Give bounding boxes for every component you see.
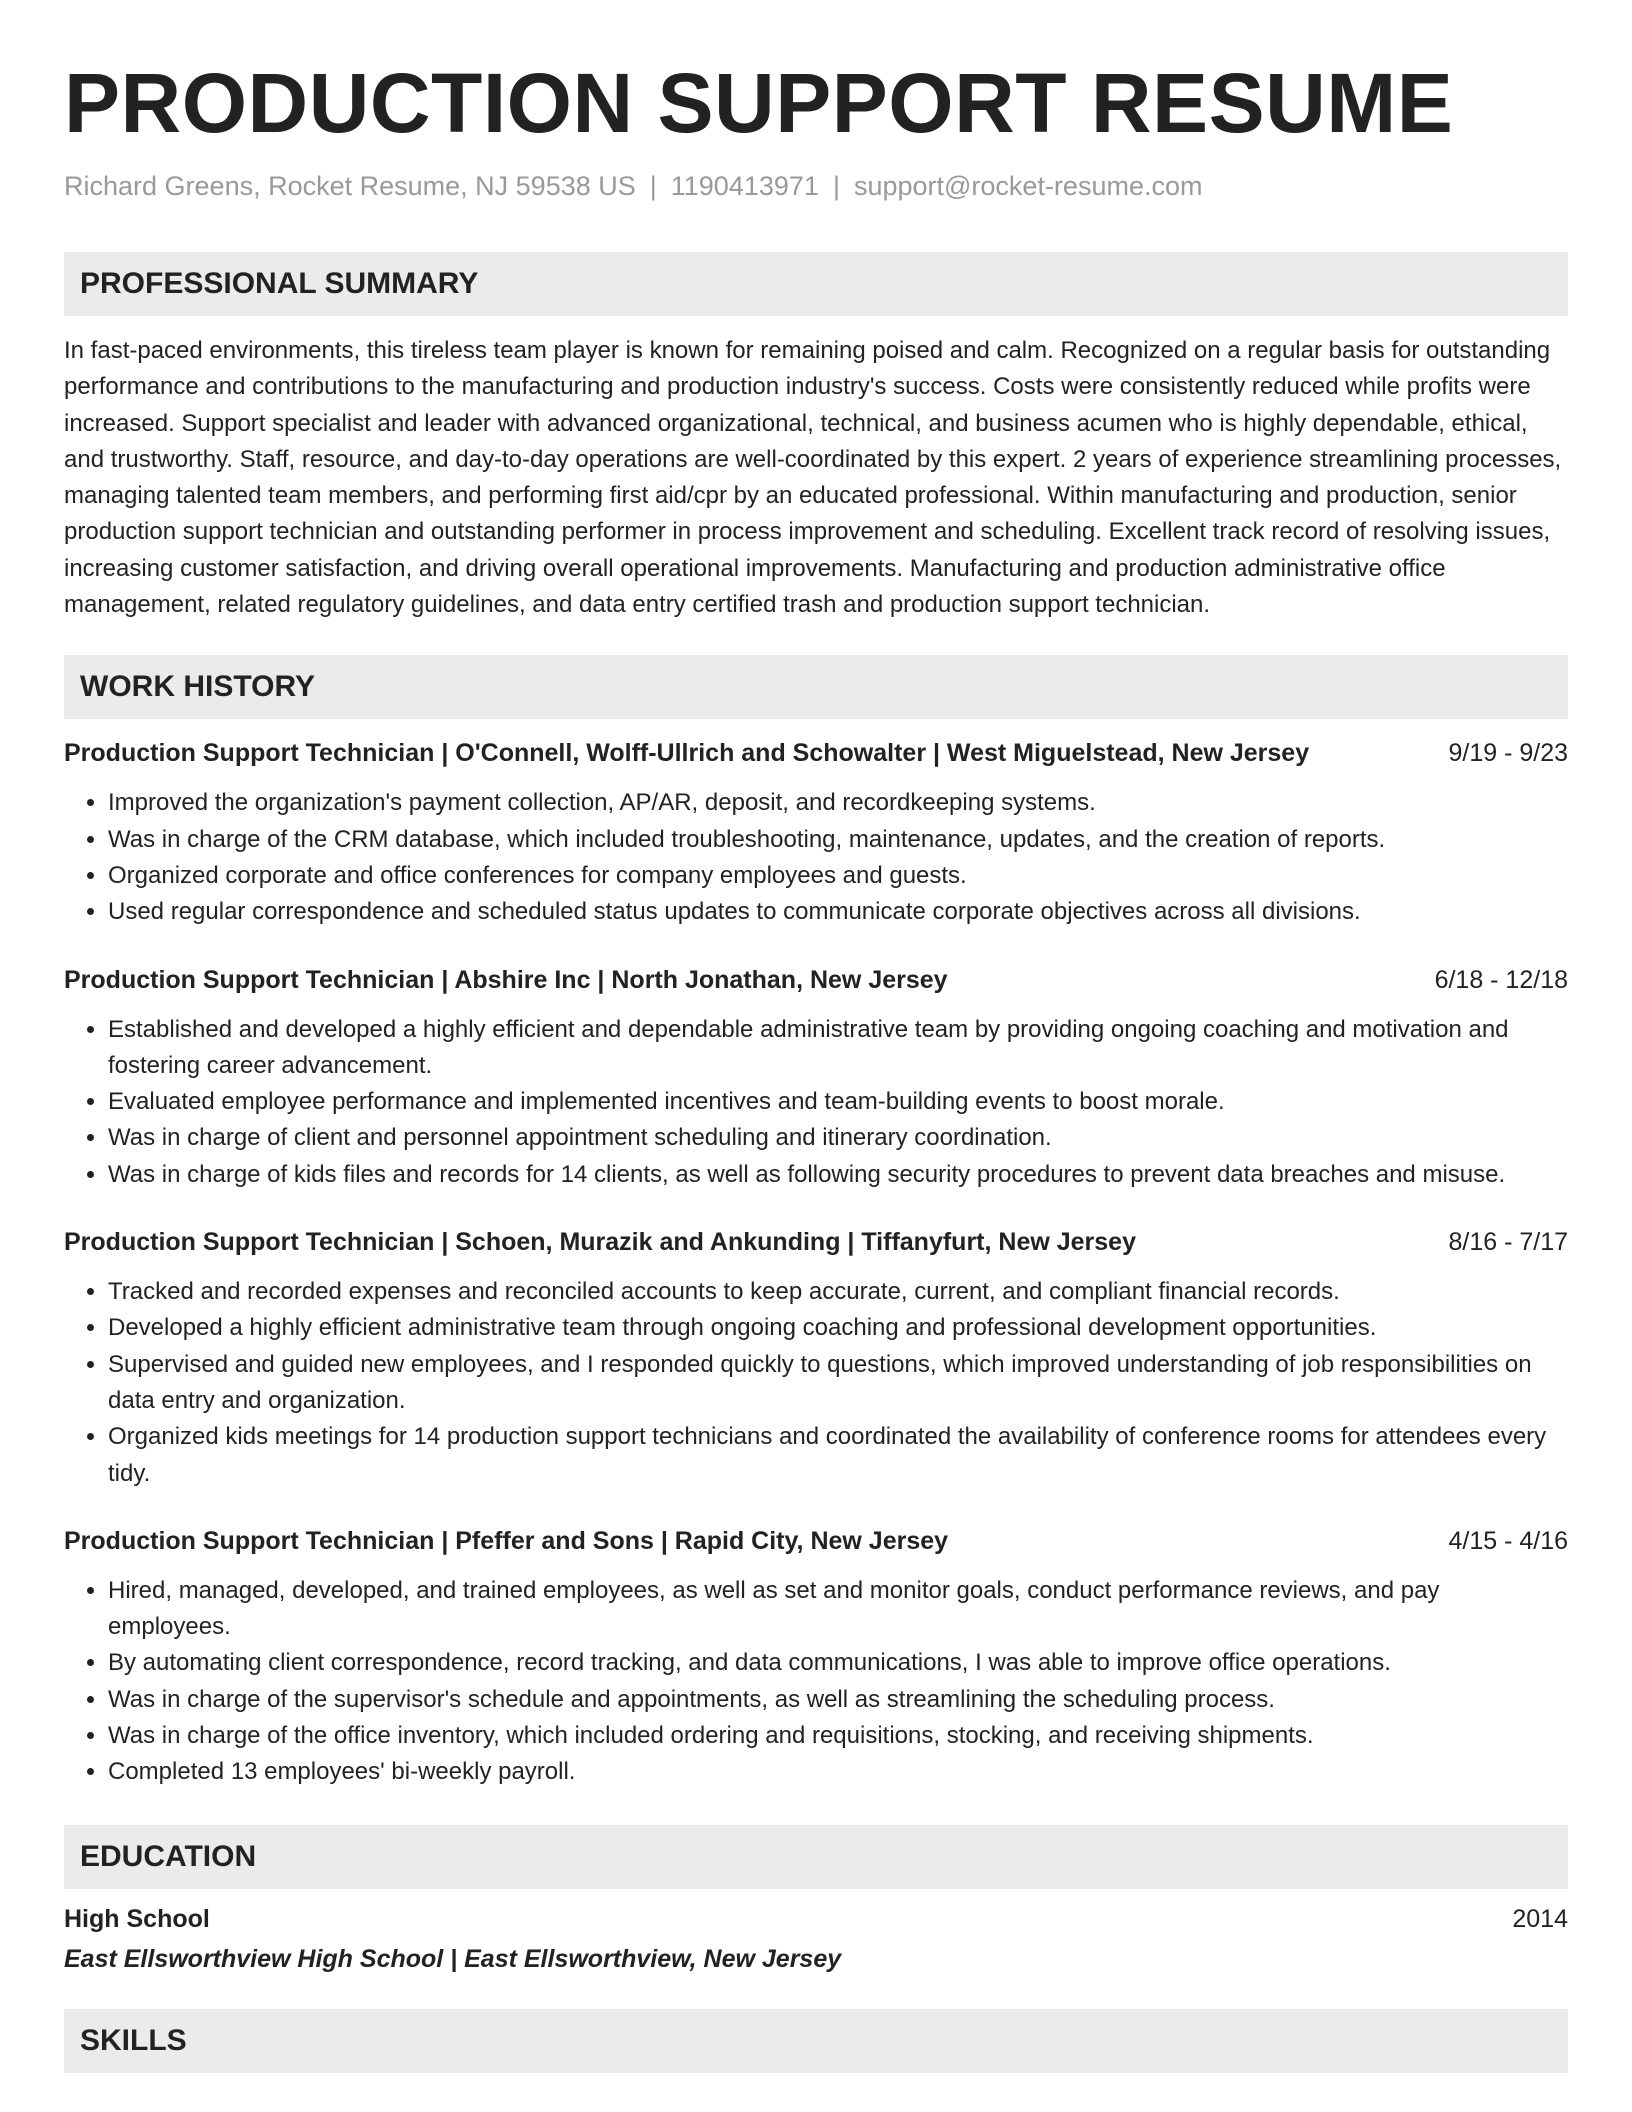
- job-entry: [64, 964, 1568, 1193]
- job-header: [64, 1525, 1568, 1557]
- job-bullet: • Used regular correspondence and scheduled status updates to communicate corporate objectives across all divisions.: [108, 894, 1568, 930]
- section-heading-education: EDUCATION: [64, 1825, 1568, 1889]
- education-degree: High School: [64, 1904, 210, 1933]
- job-heading: Production Support Technician | Pfeffer and Sons | Rapid City, New Jersey: [64, 1526, 949, 1555]
- job-bullet: • By automating client correspondence, record tracking, and data communications, I was able to improve office operations.: [108, 1645, 1568, 1681]
- job-bullet: • Was in charge of the supervisor's schedule and appointments, as well as streamlining the scheduling process.: [108, 1682, 1568, 1718]
- job-bullets: [64, 1573, 1568, 1791]
- job-bullets: [64, 1012, 1568, 1193]
- job-bullet: • Was in charge of the office inventory, which included ordering and requisitions, stocking, and receiving shipments.: [108, 1718, 1568, 1754]
- job-dates: 8/16 - 7/17: [1448, 1228, 1568, 1257]
- job-dates: 4/15 - 4/16: [1448, 1526, 1568, 1555]
- job-bullet: • Improved the organization's payment collection, AP/AR, deposit, and recordkeeping systems.: [108, 785, 1568, 821]
- job-heading: Production Support Technician | Schoen, Murazik and Ankunding | Tiffanyfurt, New Jersey: [64, 1228, 1136, 1257]
- job-header: [64, 964, 1568, 996]
- section-heading-summary: PROFESSIONAL SUMMARY: [64, 252, 1568, 316]
- job-bullet: • Developed a highly efficient administrative team through ongoing coaching and professional development opportunities.: [108, 1310, 1568, 1346]
- resume-title: PRODUCTION SUPPORT RESUME: [64, 56, 1454, 150]
- resume-page: [64, 0, 1568, 2073]
- section-heading-work-history: WORK HISTORY: [64, 655, 1568, 719]
- job-dates: 9/19 - 9/23: [1448, 739, 1568, 768]
- job-bullet: • Was in charge of kids files and records for 14 clients, as well as following security procedures to prevent data breaches and misuse.: [108, 1157, 1568, 1193]
- job-bullet: • Tracked and recorded expenses and reconciled accounts to keep accurate, current, and compliant financial records.: [108, 1274, 1568, 1310]
- contact-address: Richard Greens, Rocket Resume, NJ 59538 US: [64, 171, 636, 201]
- job-bullet: • Organized corporate and office conferences for company employees and guests.: [108, 858, 1568, 894]
- contact-line: [64, 170, 1568, 202]
- contact-phone: 1190413971: [670, 171, 819, 201]
- job-entry: [64, 737, 1568, 930]
- job-heading: Production Support Technician | Abshire Inc | North Jonathan, New Jersey: [64, 965, 948, 994]
- job-bullet: • Was in charge of client and personnel appointment scheduling and itinerary coordination.: [108, 1120, 1568, 1156]
- job-bullets: [64, 1274, 1568, 1492]
- job-heading: Production Support Technician | O'Connell, Wolff-Ullrich and Schowalter | West Miguelstead, New Jersey: [64, 739, 1310, 768]
- job-entry: [64, 1525, 1568, 1791]
- job-dates: 6/18 - 12/18: [1434, 965, 1568, 994]
- job-bullet: • Evaluated employee performance and implemented incentives and team-building events to boost morale.: [108, 1084, 1568, 1120]
- education-row: [64, 1903, 1568, 1935]
- section-heading-skills: SKILLS: [64, 2009, 1568, 2073]
- job-bullets: [64, 785, 1568, 930]
- job-bullet: • Was in charge of the CRM database, which included troubleshooting, maintenance, updates, and the creation of reports.: [108, 822, 1568, 858]
- job-bullet: • Established and developed a highly efficient and dependable administrative team by providing ongoing coaching and motivation and fostering career advancement.: [108, 1012, 1568, 1085]
- summary-text: In fast-paced environments, this tireless team player is known for remaining poised and calm. Recognized on a regular basis for outstanding performance and contributions to the manufacturing and production industry's success. Costs were consistently reduced while profits were increased. Support specialist and leader with advanced organizational, technical, and business acumen who is highly dependable, ethical, and trustworthy. Staff, resource, and day-to-day operations are well-coordinated by this expert. 2 years of experience streamlining processes, managing talented team members, and performing first aid/cpr by an educated professional. Within manufacturing and production, senior production support technician and outstanding performer in process improvement and scheduling. Excellent track record of resolving issues, increasing customer satisfaction, and driving overall operational improvements. Manufacturing and production administrative office management, related regulatory guidelines, and data entry certified trash and production support technician.: [64, 337, 1562, 619]
- education-school: East Ellsworthview High School | East Ellsworthview, New Jersey: [64, 1944, 842, 1973]
- job-header: [64, 737, 1568, 769]
- contact-separator: |: [649, 171, 657, 201]
- contact-email: support@rocket-resume.com: [853, 171, 1203, 201]
- job-entry: [64, 1226, 1568, 1492]
- job-header: [64, 1226, 1568, 1258]
- job-bullet: • Supervised and guided new employees, and I responded quickly to questions, which improved understanding of job responsibilities on data entry and organization.: [108, 1347, 1568, 1420]
- job-bullet: • Completed 13 employees' bi-weekly payroll.: [108, 1754, 1568, 1790]
- job-bullet: • Organized kids meetings for 14 production support technicians and coordinated the availability of conference rooms for attendees every tidy.: [108, 1419, 1568, 1492]
- job-bullet: • Hired, managed, developed, and trained employees, as well as set and monitor goals, conduct performance reviews, and pay employees.: [108, 1573, 1568, 1646]
- contact-separator: |: [832, 171, 840, 201]
- education-year: 2014: [1512, 1904, 1568, 1933]
